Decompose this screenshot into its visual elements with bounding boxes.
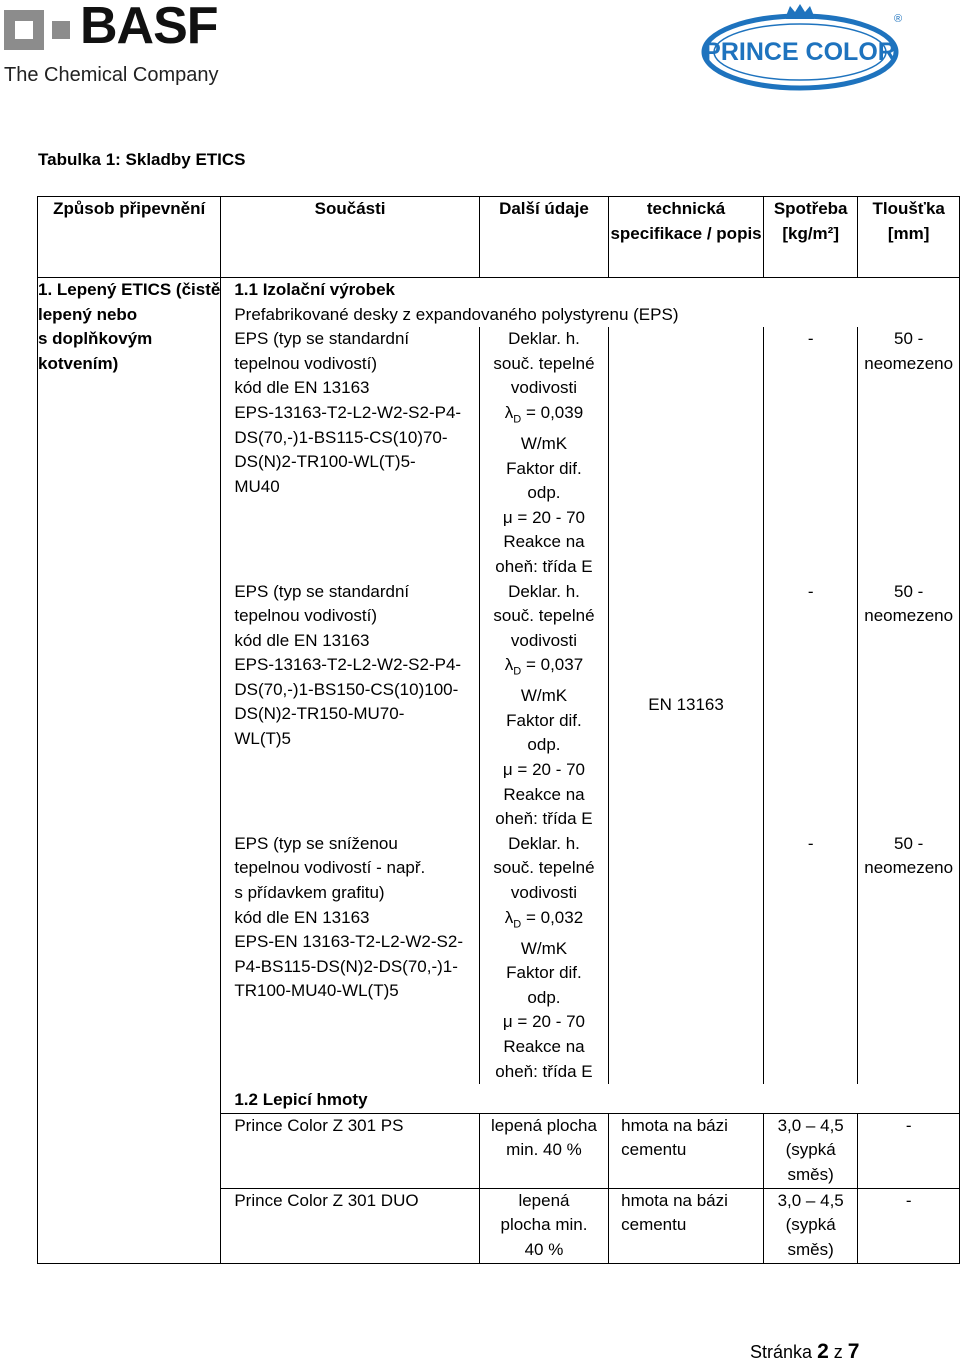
consumption-cell: - bbox=[763, 327, 857, 579]
thickness-cell: 50 - neomezeno bbox=[858, 327, 960, 579]
fixing-method-cell: 1. Lepený ETICS (čistě lepený nebo s doplňkovým kotvením) bbox=[38, 278, 221, 1264]
basf-logo bbox=[2, 0, 237, 90]
basf-outline-square bbox=[4, 10, 44, 50]
table-caption: Tabulka 1: Skladby ETICS bbox=[38, 150, 246, 169]
data-cell: Deklar. h. souč. tepelné vodivosti $\lambda_D = 0,037$ W/mK Faktor dif. odp. μ = 20 - 70 Reakce na oheň: třída E bbox=[479, 580, 608, 832]
page-number: Stránka 2 z 7 bbox=[750, 1340, 860, 1363]
consumption-cell: - bbox=[763, 580, 857, 832]
section-title: 1.2 Lepicí hmoty bbox=[221, 1084, 960, 1113]
data-cell: Deklar. h. souč. tepelné vodivosti $\lambda_D = 0,032$ W/mK Faktor dif. odp. μ = 20 - 70 Reakce na oheň: třída E bbox=[479, 832, 608, 1084]
col-header-thickness: Tloušťka [mm] bbox=[858, 197, 960, 278]
data-cell: lepená plocha min. 40 % bbox=[479, 1113, 608, 1188]
thickness-cell: - bbox=[858, 1188, 960, 1263]
section-subtitle: Prefabrikované desky z expandovaného polystyrenu (EPS) bbox=[221, 303, 960, 328]
etics-table bbox=[37, 196, 960, 1264]
data-cell: Deklar. h. souč. tepelné vodivosti $\lambda_D = 0,039$ W/mK Faktor dif. odp. μ = 20 - 70 Reakce na oheň: třída E bbox=[479, 327, 608, 579]
col-header-components: Součásti bbox=[221, 197, 479, 278]
crown-icon bbox=[786, 4, 814, 19]
section-title: 1.1 Izolační výrobek bbox=[221, 278, 960, 303]
thickness-cell: - bbox=[858, 1113, 960, 1188]
prince-color-logo bbox=[700, 2, 910, 92]
prince-logo-text: PRINCE COLOR bbox=[704, 38, 896, 66]
component-cell: EPS (typ se standardní tepelnou vodivostí) kód dle EN 13163 EPS-13163-T2-L2-W2-S2-P4- DS(70,-)1-BS150-CS(10)100- DS(N)2-TR150-MU70- WL(T)5 bbox=[234, 581, 462, 749]
col-header-spec: technická specifikace / popis bbox=[609, 197, 764, 278]
consumption-cell: 3,0 – 4,5 (sypká směs) bbox=[763, 1113, 857, 1188]
col-header-data: Další údaje bbox=[479, 197, 608, 278]
component-cell: Prince Color Z 301 PS bbox=[221, 1113, 479, 1188]
basf-wordmark: BASF bbox=[80, 0, 218, 55]
component-cell: EPS (typ se sníženou tepelnou vodivostí - např. s přídavkem grafitu) kód dle EN 13163 EPS-EN 13163-T2-L2-W2-S2- P4-BS115-DS(N)2-DS(70,-)1- TR100-MU40-WL(T)5 bbox=[234, 833, 463, 1001]
component-cell: EPS (typ se standardní tepelnou vodivostí) kód dle EN 13163 EPS-13163-T2-L2-W2-S2-P4- DS(70,-)1-BS115-CS(10)70- DS(N)2-TR100-WL(T)5- MU40 bbox=[234, 329, 462, 496]
basf-filled-square bbox=[52, 21, 70, 39]
spec-cell: hmota na bázi cementu bbox=[609, 1188, 764, 1263]
data-cell: lepená plocha min. 40 % bbox=[479, 1188, 608, 1263]
col-header-fixing: Způsob připevnění bbox=[38, 197, 221, 278]
spec-cell: hmota na bázi cementu bbox=[609, 1113, 764, 1188]
spec-cell: EN 13163 bbox=[609, 327, 764, 1084]
consumption-cell: - bbox=[763, 832, 857, 1084]
section-row bbox=[38, 278, 960, 303]
col-header-consumption: Spotřeba [kg/m²] bbox=[763, 197, 857, 278]
thickness-cell: 50 - neomezeno bbox=[858, 832, 960, 1084]
table-header-row bbox=[38, 197, 960, 278]
component-cell: Prince Color Z 301 DUO bbox=[221, 1188, 479, 1263]
registered-mark: ® bbox=[894, 13, 903, 25]
consumption-cell: 3,0 – 4,5 (sypká směs) bbox=[763, 1188, 857, 1263]
thickness-cell: 50 - neomezeno bbox=[858, 580, 960, 832]
basf-tagline: The Chemical Company bbox=[4, 64, 219, 86]
